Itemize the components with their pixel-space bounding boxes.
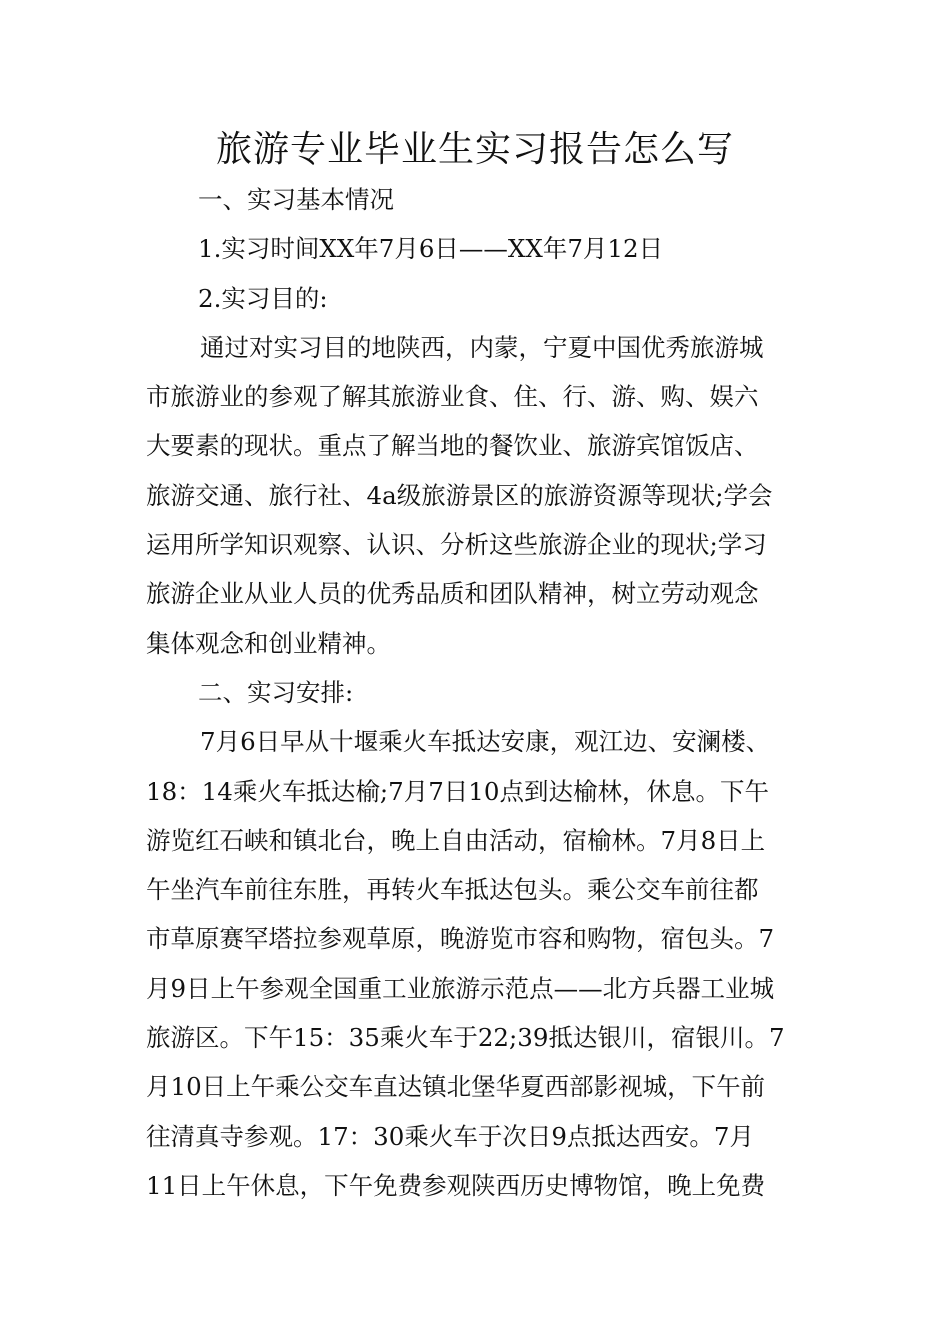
paragraph-line: 月9日上午参观全国重工业旅游示范点——北方兵器工业城: [146, 973, 775, 1003]
paragraph-line: 往清真寺参观。17：30乘火车于次日9点抵达西安。7月: [146, 1121, 755, 1151]
section-heading-basic-info: 一、实习基本情况: [198, 185, 394, 214]
internship-time: 1.实习时间XX年7月6日——XX年7月12日: [198, 234, 664, 264]
paragraph-line: 运用所学知识观察、认识、分析这些旅游企业的现状;学习: [146, 530, 767, 560]
paragraph-line: 旅游区。下午15：35乘火车于22;39抵达银川，宿银川。7: [146, 1023, 785, 1053]
paragraph-line: 月10日上午乘公交车直达镇北堡华夏西部影视城，下午前: [146, 1072, 766, 1102]
paragraph-line: 11日上午休息，下午免费参观陕西历史博物馆，晚上免费: [146, 1170, 766, 1200]
paragraph-line: 7月6日早从十堰乘火车抵达安康，观江边、安澜楼、: [200, 727, 771, 757]
internship-purpose-heading: 2.实习目的:: [198, 283, 328, 313]
paragraph-line: 市草原赛罕塔拉参观草原，晚游览市容和购物，宿包头。7: [146, 924, 775, 954]
paragraph-line: 市旅游业的参观了解其旅游业食、住、行、游、购、娱六: [146, 382, 759, 412]
document-body: [146, 175, 846, 1210]
paragraph-line: 通过对实习目的地陕西，内蒙，宁夏中国优秀旅游城: [200, 332, 764, 362]
paragraph-line: 旅游企业从业人员的优秀品质和团队精神，树立劳动观念: [146, 579, 759, 609]
document-title: 旅游专业毕业生实习报告怎么写: [215, 129, 734, 170]
paragraph-line: 集体观念和创业精神。: [146, 628, 391, 658]
paragraph-line: 18：14乘火车抵达榆;7月7日10点到达榆林，休息。下午: [146, 776, 769, 806]
paragraph-line: 午坐汽车前往东胜，再转火车抵达包头。乘公交车前往都: [146, 875, 759, 905]
paragraph-line: 旅游交通、旅行社、4a级旅游景区的旅游资源等现状;学会: [146, 480, 773, 510]
section-heading-arrangement: 二、实习安排:: [198, 677, 354, 707]
paragraph-line: 游览红石峡和镇北台，晚上自由活动，宿榆林。7月8日上: [146, 825, 766, 855]
paragraph-line: 大要素的现状。重点了解当地的餐饮业、旅游宾馆饭店、: [146, 431, 759, 461]
